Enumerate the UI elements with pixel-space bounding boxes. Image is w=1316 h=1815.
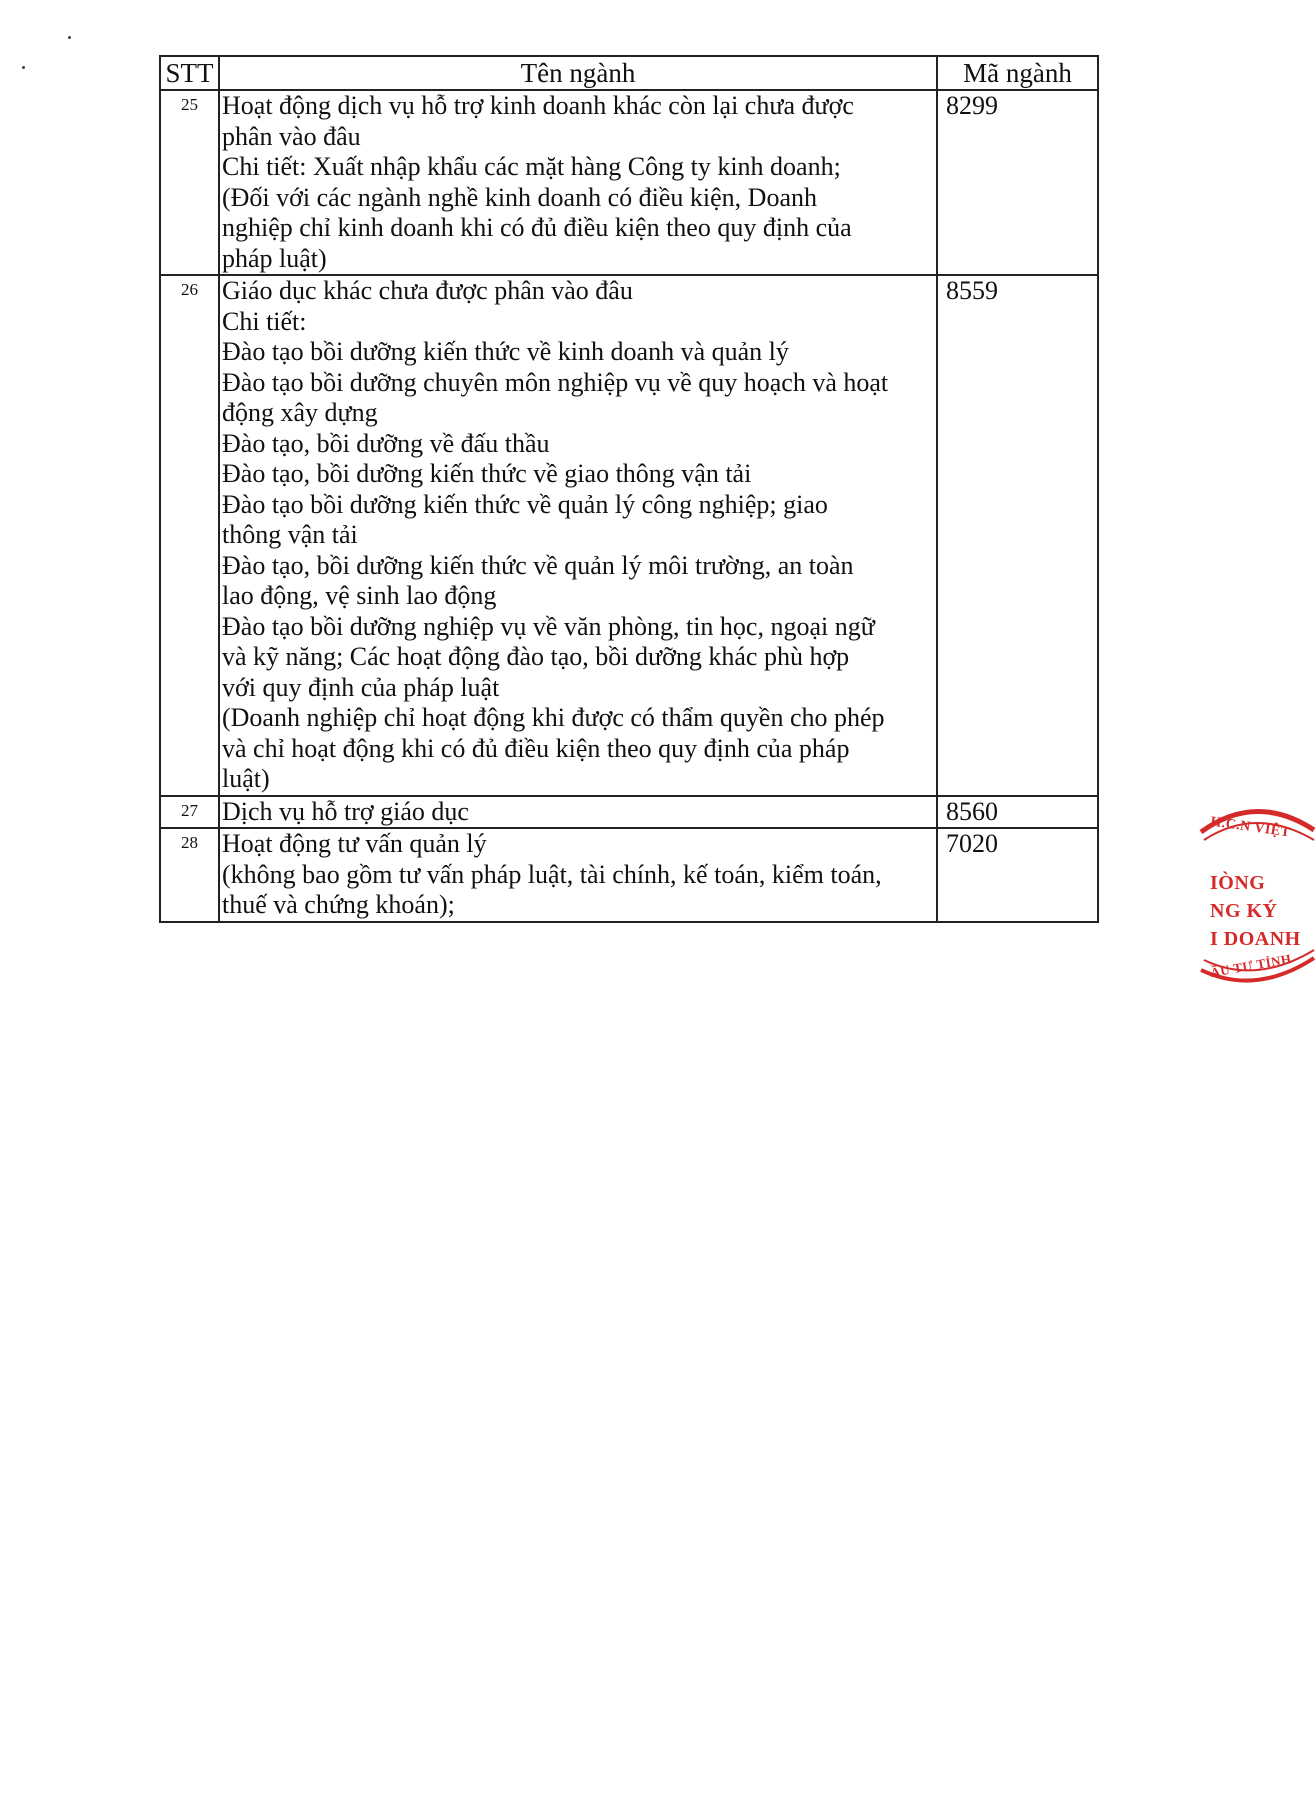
table-row [160, 275, 1098, 796]
row-industry-code: 8560 [937, 796, 1098, 829]
industry-name-line: (Doanh nghiệp chỉ hoạt động khi được có thẩm quyền cho phép [222, 703, 885, 732]
industry-name-line: thông vận tải [222, 520, 358, 549]
row-industry-code: 8559 [937, 275, 1098, 796]
industry-name-line: Đào tạo bồi dưỡng nghiệp vụ về văn phòng, tin học, ngoại ngữ [222, 611, 875, 641]
industry-name-line: Đào tạo bồi dưỡng kiến thức về kinh doanh và quản lý [222, 337, 789, 366]
row-stt: 26 [160, 275, 219, 796]
industry-name-line: Đào tạo bồi dưỡng chuyên môn nghiệp vụ về quy hoạch và hoạt [222, 367, 889, 397]
stamp-top-arc-text: H.C.N VIỆT [1209, 814, 1292, 841]
stamp-line-1: IÒNG [1210, 872, 1266, 894]
row-industry-name [219, 90, 937, 275]
industry-name-line: Chi tiết: Xuất nhập khẩu các mặt hàng Công ty kinh doanh; [222, 152, 841, 181]
official-stamp [1196, 800, 1306, 990]
row-industry-name [219, 275, 937, 796]
industry-name-line: lao động, vệ sinh lao động [222, 581, 497, 610]
industry-name-line: Đào tạo, bồi dưỡng về đấu thầu [222, 428, 550, 458]
industry-name-line: Đào tạo, bồi dưỡng kiến thức về giao thông vận tải [222, 459, 752, 488]
industry-name-line: Dịch vụ hỗ trợ giáo dục [222, 796, 469, 826]
industry-name-line: và kỹ năng; Các hoạt động đào tạo, bồi dưỡng khác phù hợp [222, 642, 850, 671]
row-stt: 27 [160, 796, 219, 829]
industry-name-line: (Đối với các ngành nghề kinh doanh có điều kiện, Doanh [222, 182, 817, 212]
industry-name-line: Hoạt động tư vấn quản lý [222, 829, 487, 858]
industry-table [159, 55, 1099, 923]
industry-name-line: Đào tạo, bồi dưỡng kiến thức về quản lý môi trường, an toàn [222, 550, 854, 580]
table-row [160, 90, 1098, 275]
industry-name-line: (không bao gồm tư vấn pháp luật, tài chính, kế toán, kiểm toán, [222, 859, 882, 889]
industry-name-line: phân vào đâu [222, 121, 361, 151]
row-stt: 28 [160, 828, 219, 922]
header-industry-code: Mã ngành [937, 56, 1098, 90]
industry-name-line: và chỉ hoạt động khi có đủ điều kiện theo quy định của pháp [222, 733, 850, 763]
industry-name-line: với quy định của pháp luật [222, 672, 500, 702]
industry-name-line: Chi tiết: [222, 306, 307, 336]
stamp-bottom-arc-text: ẦU TƯ TỈNH [1209, 950, 1293, 981]
row-industry-code: 8299 [937, 90, 1098, 275]
industry-name-line: Đào tạo bồi dưỡng kiến thức về quản lý công nghiệp; giao [222, 489, 828, 519]
stamp-line-3: I DOANH [1210, 928, 1301, 950]
row-industry-name [219, 828, 937, 922]
header-stt: STT [160, 56, 219, 90]
table-row [160, 796, 1098, 829]
industry-name-line: Hoạt động dịch vụ hỗ trợ kinh doanh khác còn lại chưa được [222, 91, 854, 120]
header-industry-name: Tên ngành [219, 56, 937, 90]
row-industry-code: 7020 [937, 828, 1098, 922]
table-row [160, 828, 1098, 922]
stamp-line-2: NG KÝ [1210, 900, 1278, 922]
scan-speck [22, 66, 25, 69]
scan-speck [68, 36, 71, 39]
row-industry-name [219, 796, 937, 829]
row-stt: 25 [160, 90, 219, 275]
industry-name-line: Giáo dục khác chưa được phân vào đâu [222, 276, 633, 305]
industry-name-line: động xây dựng [222, 398, 378, 427]
table-header-row [160, 56, 1098, 90]
industry-name-line: thuế và chứng khoán); [222, 890, 455, 919]
industry-name-line: pháp luật) [222, 243, 327, 273]
industry-name-line: luật) [222, 764, 270, 793]
industry-name-line: nghiệp chỉ kinh doanh khi có đủ điều kiện theo quy định của [222, 213, 852, 242]
